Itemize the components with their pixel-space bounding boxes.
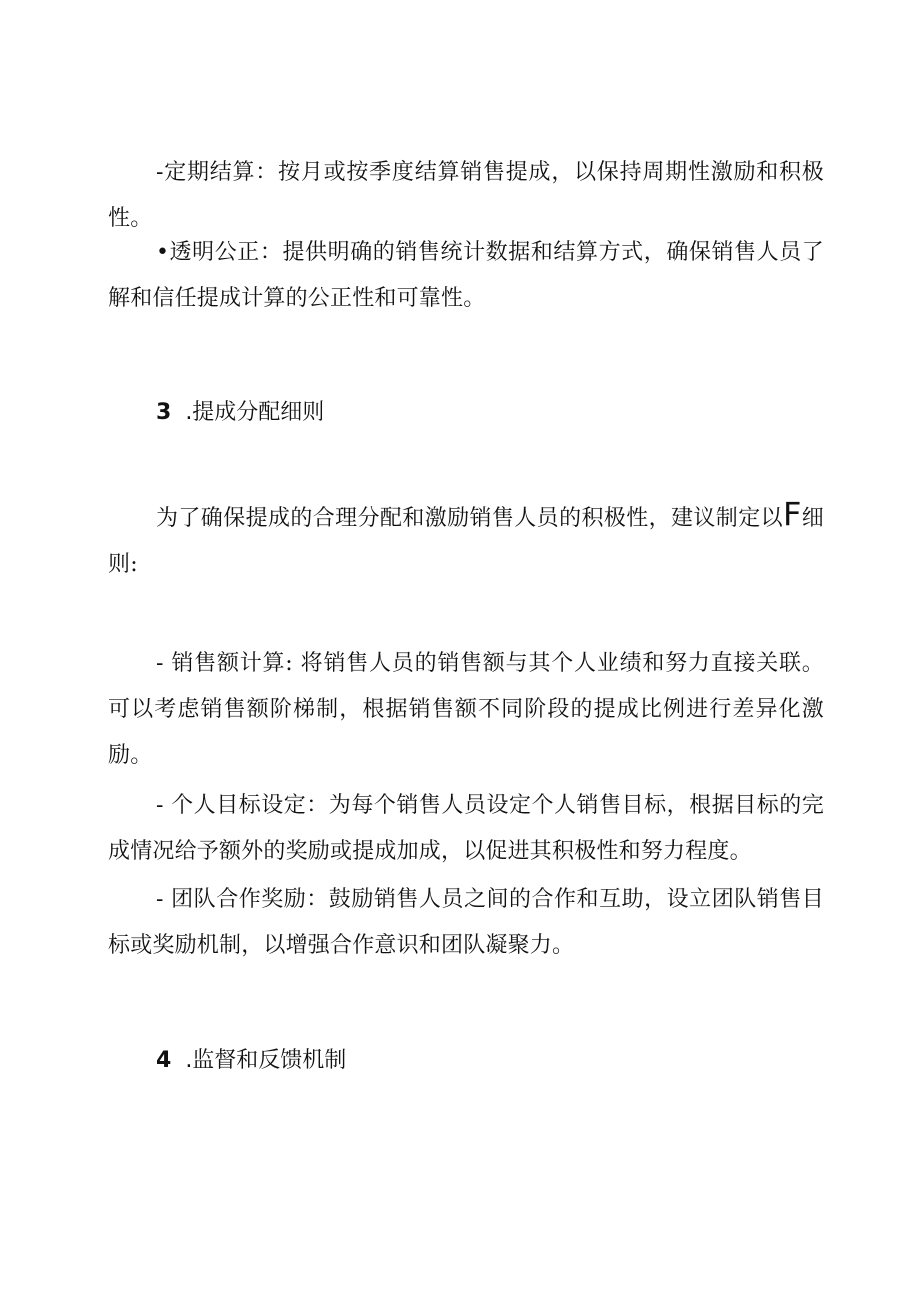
section-title: .监督和反馈机制 bbox=[185, 1048, 347, 1073]
section-number: 3 bbox=[156, 400, 172, 425]
paragraph-text: - 个人目标设定：为每个销售人员设定个人销售目标，根据目标的完成情况给予额外的奖励或提成加成，以促进其积极性和努力程度。 bbox=[108, 793, 824, 864]
paragraph-team-reward bbox=[108, 877, 824, 969]
stray-glyph: F bbox=[783, 495, 802, 533]
paragraph-periodic-settlement bbox=[108, 150, 824, 242]
paragraph-sales-amount bbox=[108, 641, 824, 779]
section-title: .提成分配细则 bbox=[185, 400, 325, 425]
paragraph-text: - 团队合作奖励：鼓励销售人员之间的合作和互助，设立团队销售目标或奖励机制，以增强合作意识和团队凝聚力。 bbox=[108, 887, 824, 958]
paragraph-transparency bbox=[108, 230, 824, 322]
section-heading-3 bbox=[156, 398, 324, 428]
section-heading-4 bbox=[156, 1046, 346, 1076]
section-number: 4 bbox=[156, 1048, 172, 1073]
paragraph-text: -定期结算：按月或按季度结算销售提成，以保持周期性激励和积极性。 bbox=[108, 160, 824, 231]
paragraph-personal-target bbox=[108, 783, 824, 875]
paragraph-intro bbox=[108, 496, 824, 588]
paragraph-text: - 销售额计算: 将销售人员的销售额与其个人业绩和努力直接关联。可以考虑销售额阶梯制，根据销售额不同阶段的提成比例进行差异化激励。 bbox=[108, 651, 824, 768]
paragraph-text: 为了确保提成的合理分配和激励销售人员的积极性，建议制定以 bbox=[156, 506, 783, 531]
paragraph-text-tail: 细则: bbox=[108, 506, 825, 577]
paragraph-text: •透明公正：提供明确的销售统计数据和结算方式，确保销售人员了解和信任提成计算的公正性和可靠性。 bbox=[108, 240, 824, 311]
